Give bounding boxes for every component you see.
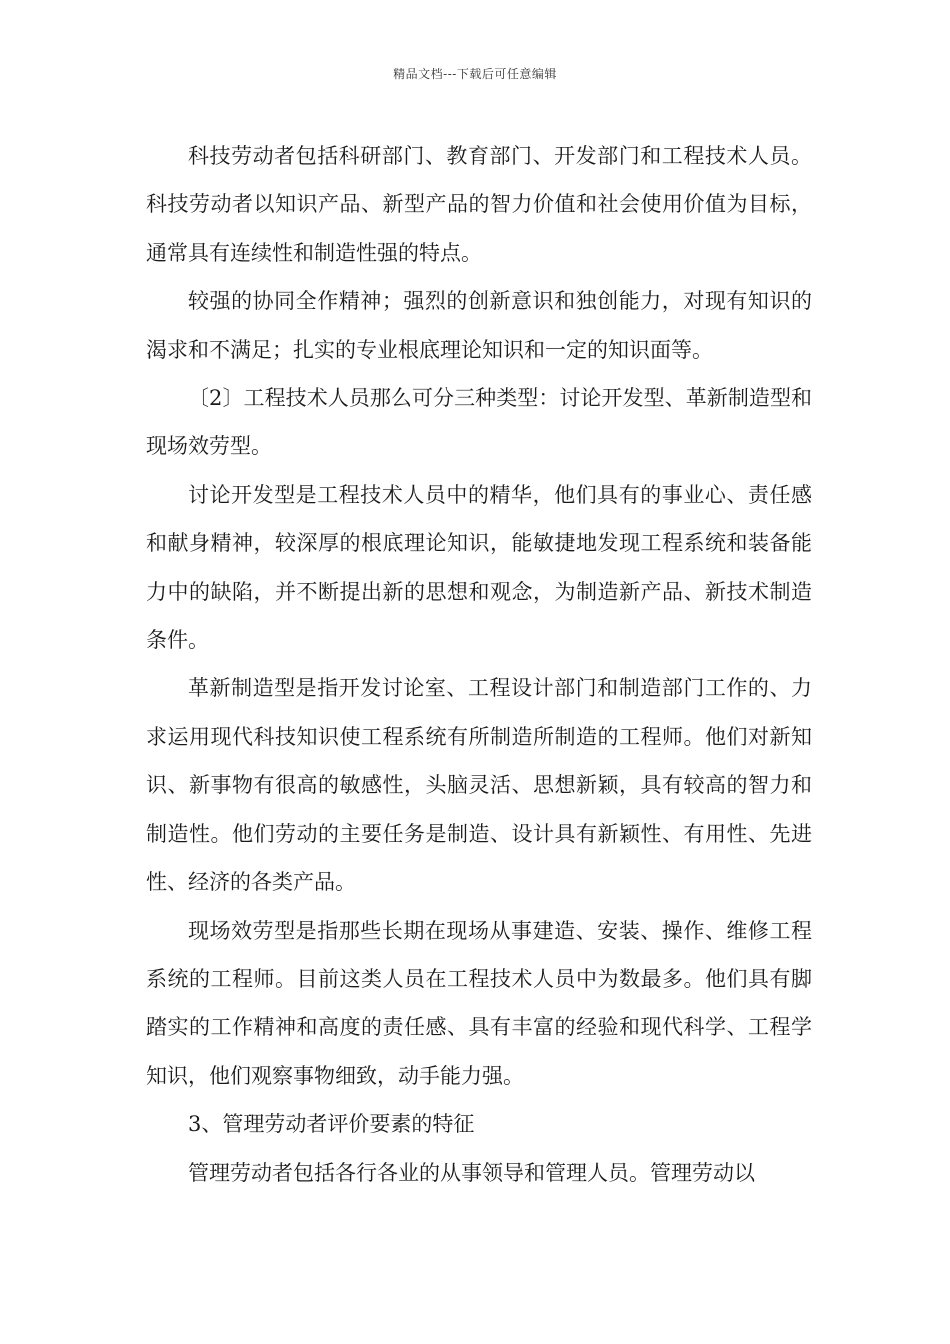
paragraph-innovation-type: 革新制造型是指开发讨论室、工程设计部门和制造部门工作的、力求运用现代科技知识使工程系统有所制造所制造的工程师。他们对新知识、新事物有很高的敏感性，头脑灵活、思想新颖，具有较高的智力和制造性。他们劳动的主要任务是制造、设计具有新颖性、有用性、先进性、经济的各类产品。 — [146, 676, 812, 895]
paragraph-engineer-types: 〔2〕工程技术人员那么可分三种类型：讨论开发型、革新制造型和现场效劳型。 — [146, 386, 812, 459]
paragraph-tech-workers: 科技劳动者包括科研部门、教育部门、开发部门和工程技术人员。科技劳动者以知识产品、新型产品的智力价值和社会使用价值为目标，通常具有连续性和制造性强的特点。 — [146, 144, 812, 265]
paragraph-management-workers: 管理劳动者包括各行各业的从事领导和管理人员。管理劳动以 — [188, 1160, 755, 1185]
paragraph-research-type: 讨论开发型是工程技术人员中的精华，他们具有的事业心、责任感和献身精神，较深厚的根底理论知识，能敏捷地发现工程系统和装备能力中的缺陷，并不断提出新的思想和观念，为制造新产品、新技术制造条件。 — [146, 482, 812, 653]
paragraph-field-service-type: 现场效劳型是指那些长期在现场从事建造、安装、操作、维修工程系统的工程师。目前这类人员在工程技术人员中为数最多。他们具有脚踏实的工作精神和高度的责任感、具有丰富的经验和现代科学、工程学知识，他们观察事物细致，动手能力强。 — [146, 918, 812, 1088]
page-header: 精品文档---下载后可任意编辑 — [393, 67, 557, 81]
paragraph-tech-traits: 较强的协同全作精神；强烈的创新意识和独创能力，对现有知识的渴求和不满足；扎实的专业根底理论知识和一定的知识面等。 — [146, 289, 812, 362]
document-body — [146, 132, 812, 1197]
section-heading-management: 3、管理劳动者评价要素的特征 — [188, 1112, 475, 1137]
